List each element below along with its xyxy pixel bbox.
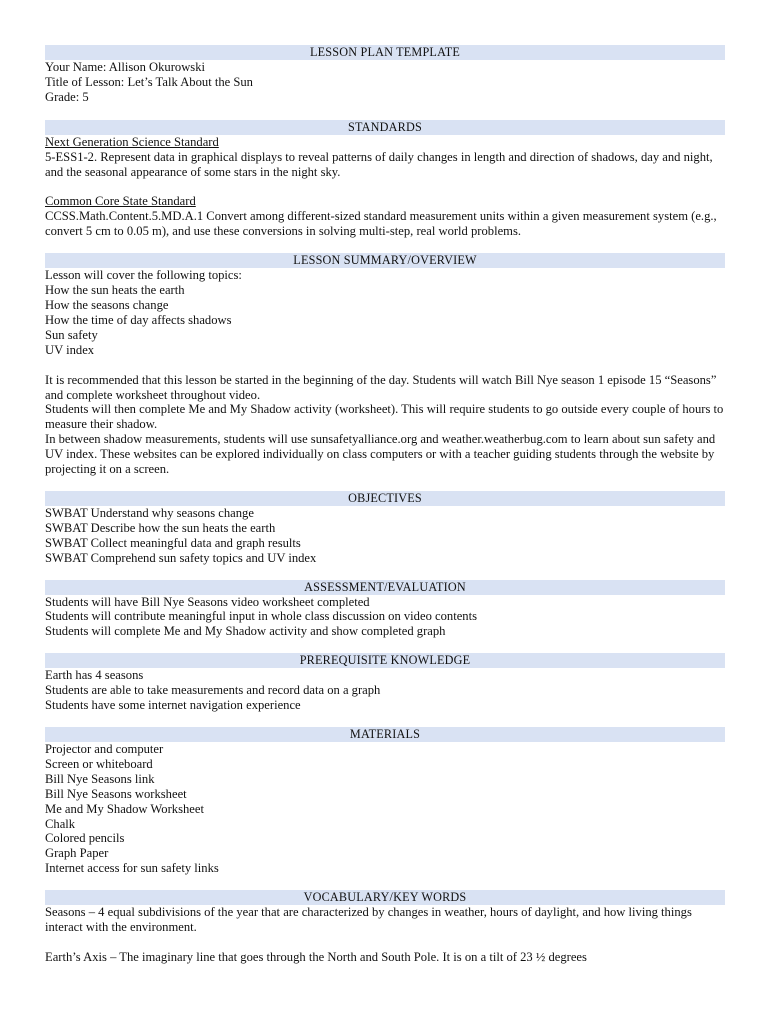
summary-paragraph: Students will then complete Me and My Shadow activity (worksheet). This will require students to go outside every couple of hours to measure their shadow.: [45, 402, 724, 432]
topic-item: How the sun heats the earth: [45, 283, 185, 298]
summary-paragraph: It is recommended that this lesson be started in the beginning of the day. Students will watch Bill Nye season 1 episode 15 “Seasons” and complete worksheet throughout video.: [45, 372, 717, 402]
vocabulary-seasons: Seasons – 4 equal subdivisions of the year that are characterized by changes in weather, hours of daylight, and how living things interact with the environment.: [45, 905, 692, 935]
ngss-label: Next Generation Science Standard: [45, 134, 219, 149]
spacer: [45, 179, 725, 194]
assessment-heading: ASSESSMENT/EVALUATION: [45, 580, 725, 595]
topic-item: UV index: [45, 342, 95, 357]
assessment-item: Students will complete Me and My Shadow activity and show completed graph: [45, 624, 446, 639]
materials-heading: MATERIALS: [45, 727, 725, 742]
grade-level: Grade: 5: [45, 89, 89, 104]
topic-item: How the time of day affects shadows: [45, 312, 232, 327]
material-item: Screen or whiteboard: [45, 756, 153, 771]
material-item: Internet access for sun safety links: [45, 861, 219, 876]
objective-item: SWBAT Understand why seasons change: [45, 505, 254, 520]
spacer: [45, 239, 725, 253]
ccss-label: Common Core State Standard: [45, 194, 196, 209]
material-item: Projector and computer: [45, 742, 164, 756]
spacer: [45, 105, 725, 120]
material-item: Chalk: [45, 816, 76, 831]
spacer: [45, 477, 725, 491]
material-item: Bill Nye Seasons link: [45, 771, 155, 786]
spacer: [45, 713, 725, 727]
summary-paragraph: In between shadow measurements, students will use sunsafetyalliance.org and weather.weatherbug.com to learn about sun safety and UV index. These websites can be explored individually on class computers or with a teacher guiding students through the website by projecting it on a screen.: [45, 432, 716, 477]
material-item: Bill Nye Seasons worksheet: [45, 786, 187, 801]
teacher-name: Your Name: Allison Okurowski: [45, 60, 205, 74]
material-item: Graph Paper: [45, 846, 109, 861]
lesson-title: Title of Lesson: Let’s Talk About the Sun: [45, 74, 253, 89]
spacer: [45, 876, 725, 890]
assessment-item: Students will have Bill Nye Seasons video worksheet completed: [45, 594, 370, 609]
spacer: [45, 935, 725, 950]
topic-item: How the seasons change: [45, 297, 169, 312]
prerequisite-item: Students have some internet navigation experience: [45, 698, 301, 713]
lesson-plan-page: [45, 45, 725, 965]
prerequisite-item: Earth has 4 seasons: [45, 668, 144, 683]
ngss-text: 5-ESS1-2. Represent data in graphical displays to reveal patterns of daily changes in length and direction of shadows, day and night, and the seasonal appearance of some stars in the night sky.: [45, 149, 713, 179]
prerequisite-item: Students are able to take measurements and record data on a graph: [45, 683, 381, 698]
lesson-plan-heading: LESSON PLAN TEMPLATE: [45, 45, 725, 60]
summary-intro: Lesson will cover the following topics:: [45, 268, 242, 283]
summary-heading: LESSON SUMMARY/OVERVIEW: [45, 253, 725, 268]
objective-item: SWBAT Collect meaningful data and graph results: [45, 535, 301, 550]
prerequisite-heading: PREREQUISITE KNOWLEDGE: [45, 653, 725, 668]
standards-heading: STANDARDS: [45, 120, 725, 135]
material-item: Me and My Shadow Worksheet: [45, 801, 204, 816]
objectives-heading: OBJECTIVES: [45, 491, 725, 506]
material-item: Colored pencils: [45, 831, 125, 846]
spacer: [45, 639, 725, 653]
assessment-item: Students will contribute meaningful input in whole class discussion on video contents: [45, 609, 477, 624]
vocabulary-earth-axis: Earth’s Axis – The imaginary line that goes through the North and South Pole. It is on a tilt of 23 ½ degrees: [45, 949, 587, 964]
spacer: [45, 358, 725, 373]
spacer: [45, 566, 725, 580]
topic-item: Sun safety: [45, 327, 98, 342]
ccss-text: CCSS.Math.Content.5.MD.A.1 Convert among different-sized standard measurement units within a given measurement system (e.g., convert 5 cm to 0.05 m), and use these conversions in solving multi-step, real world problems.: [45, 209, 717, 239]
objective-item: SWBAT Describe how the sun heats the earth: [45, 520, 276, 535]
vocabulary-heading: VOCABULARY/KEY WORDS: [45, 890, 725, 905]
objective-item: SWBAT Comprehend sun safety topics and UV index: [45, 550, 317, 565]
